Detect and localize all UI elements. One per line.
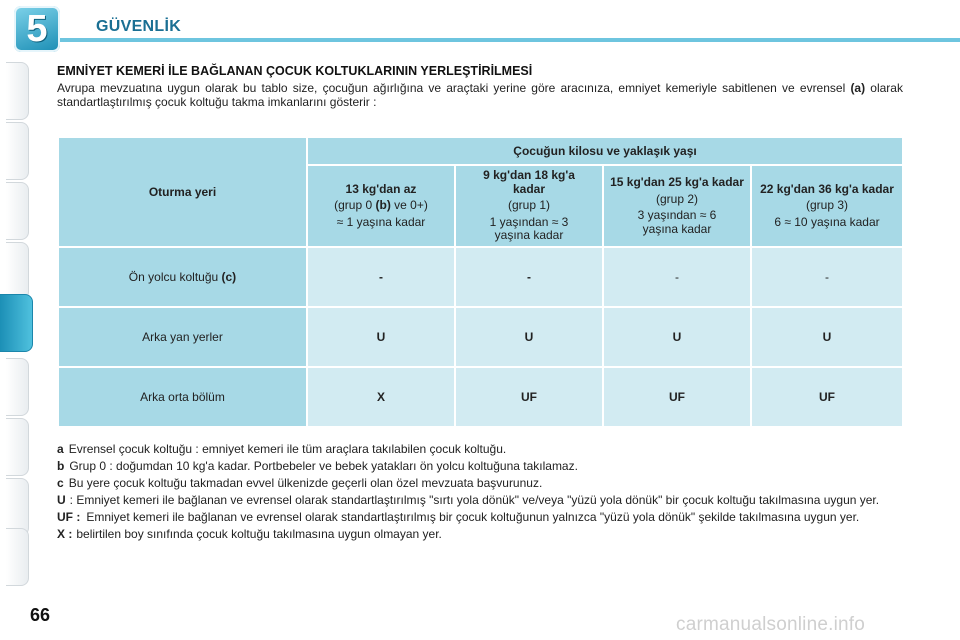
chapter-tab[interactable] (6, 62, 29, 120)
table-cell: - (308, 248, 454, 306)
intro-note-ref: (a) (850, 81, 866, 95)
table-cell: X (308, 368, 454, 426)
table-row (59, 308, 902, 366)
chapter-tab-active[interactable] (0, 294, 33, 352)
section-title: EMNİYET KEMERİ İLE BAĞLANAN ÇOCUK KOLTUKLARININ YERLEŞTİRİLMESİ (57, 64, 533, 78)
chapter-tab[interactable] (6, 528, 29, 586)
table-cell: - (456, 248, 602, 306)
row-label: Arka yan yerler (59, 308, 306, 366)
table-cell: - (752, 248, 902, 306)
list-item: c Bu yere çocuk koltuğu takmadan evvel ülkenizde geçerli olan özel mevzuata başvurunuz. (57, 476, 543, 490)
seat-header: Oturma yeri (148, 185, 217, 199)
table-cell: UF (456, 368, 602, 426)
chapter-tab[interactable] (6, 122, 29, 180)
child-seat-table (57, 136, 904, 428)
notes-list (57, 442, 904, 544)
seat-header-cell (59, 138, 306, 246)
table-row (59, 368, 902, 426)
table-cell: - (604, 248, 750, 306)
table-cell: UF (604, 368, 750, 426)
intro-paragraph: Avrupa mevzuatına uygun olarak bu tablo size, çocuğun ağırlığına ve araçtaki yerine göre aracınıza, emniyet kemeriyle sabitlenen ve evrensel (a) olarak standartlaştırılmış çocuk koltuğu takma imkanlarını gösterir : (57, 81, 903, 109)
weight-header: Çocuğun kilosu ve yaklaşık yaşı (513, 144, 697, 158)
table-cell: UF (752, 368, 902, 426)
table-cell: U (604, 308, 750, 366)
chapter-title: GÜVENLİK (96, 18, 182, 35)
chapter-tab[interactable] (6, 358, 29, 416)
chapter-tab-strip (0, 62, 34, 582)
group-header-0: 13 kg'dan az (grup 0 (b) ve 0+) ≈ 1 yaşına kadar (308, 166, 454, 246)
weight-header-cell (308, 138, 902, 164)
table-cell: U (456, 308, 602, 366)
group-header-2: 15 kg'dan 25 kg'a kadar (grup 2) 3 yaşından ≈ 6 yaşına kadar (604, 166, 750, 246)
list-item: b Grup 0 : doğumdan 10 kg'a kadar. Portbebeler ve bebek yatakları ön yolcu koltuğuna takılamaz. (57, 459, 578, 473)
chapter-badge (14, 6, 60, 52)
chapter-tab[interactable] (6, 418, 29, 476)
row-label: Ön yolcu koltuğu (c) (59, 248, 306, 306)
header-rule (58, 38, 960, 42)
row-label: Arka orta bölüm (59, 368, 306, 426)
list-item: UF : Emniyet kemeri ile bağlanan ve evrensel olarak standartlaştırılmış bir çocuk koltuğunun yalnızca "yüzü yola dönük" şekilde takılmasına uygun yer. (57, 510, 860, 524)
table-cell: U (752, 308, 902, 366)
list-item: X : belirtilen boy sınıfında çocuk koltuğu takılmasına uygun olmayan yer. (57, 527, 442, 541)
list-item: U : Emniyet kemeri ile bağlanan ve evrensel olarak standartlaştırılmış "sırtı yola dönük" ve/veya "yüzü yola dönük" bir çocuk koltuğu takılmasına uygun yer. (57, 493, 880, 507)
group-header-3: 22 kg'dan 36 kg'a kadar (grup 3) 6 ≈ 10 yaşına kadar (752, 166, 902, 246)
group-header-1: 9 kg'dan 18 kg'a kadar (grup 1) 1 yaşından ≈ 3 yaşına kadar (456, 166, 602, 246)
chapter-tab[interactable] (6, 182, 29, 240)
chapter-number: 5 (26, 8, 48, 50)
table-row (59, 248, 902, 306)
page-number: 66 (30, 605, 51, 625)
chapter-tab[interactable] (6, 242, 29, 300)
list-item: a Evrensel çocuk koltuğu : emniyet kemeri ile tüm araçlara takılabilen çocuk koltuğu. (57, 442, 507, 456)
table-cell: U (308, 308, 454, 366)
watermark: carmanualsonline.info (676, 614, 866, 635)
